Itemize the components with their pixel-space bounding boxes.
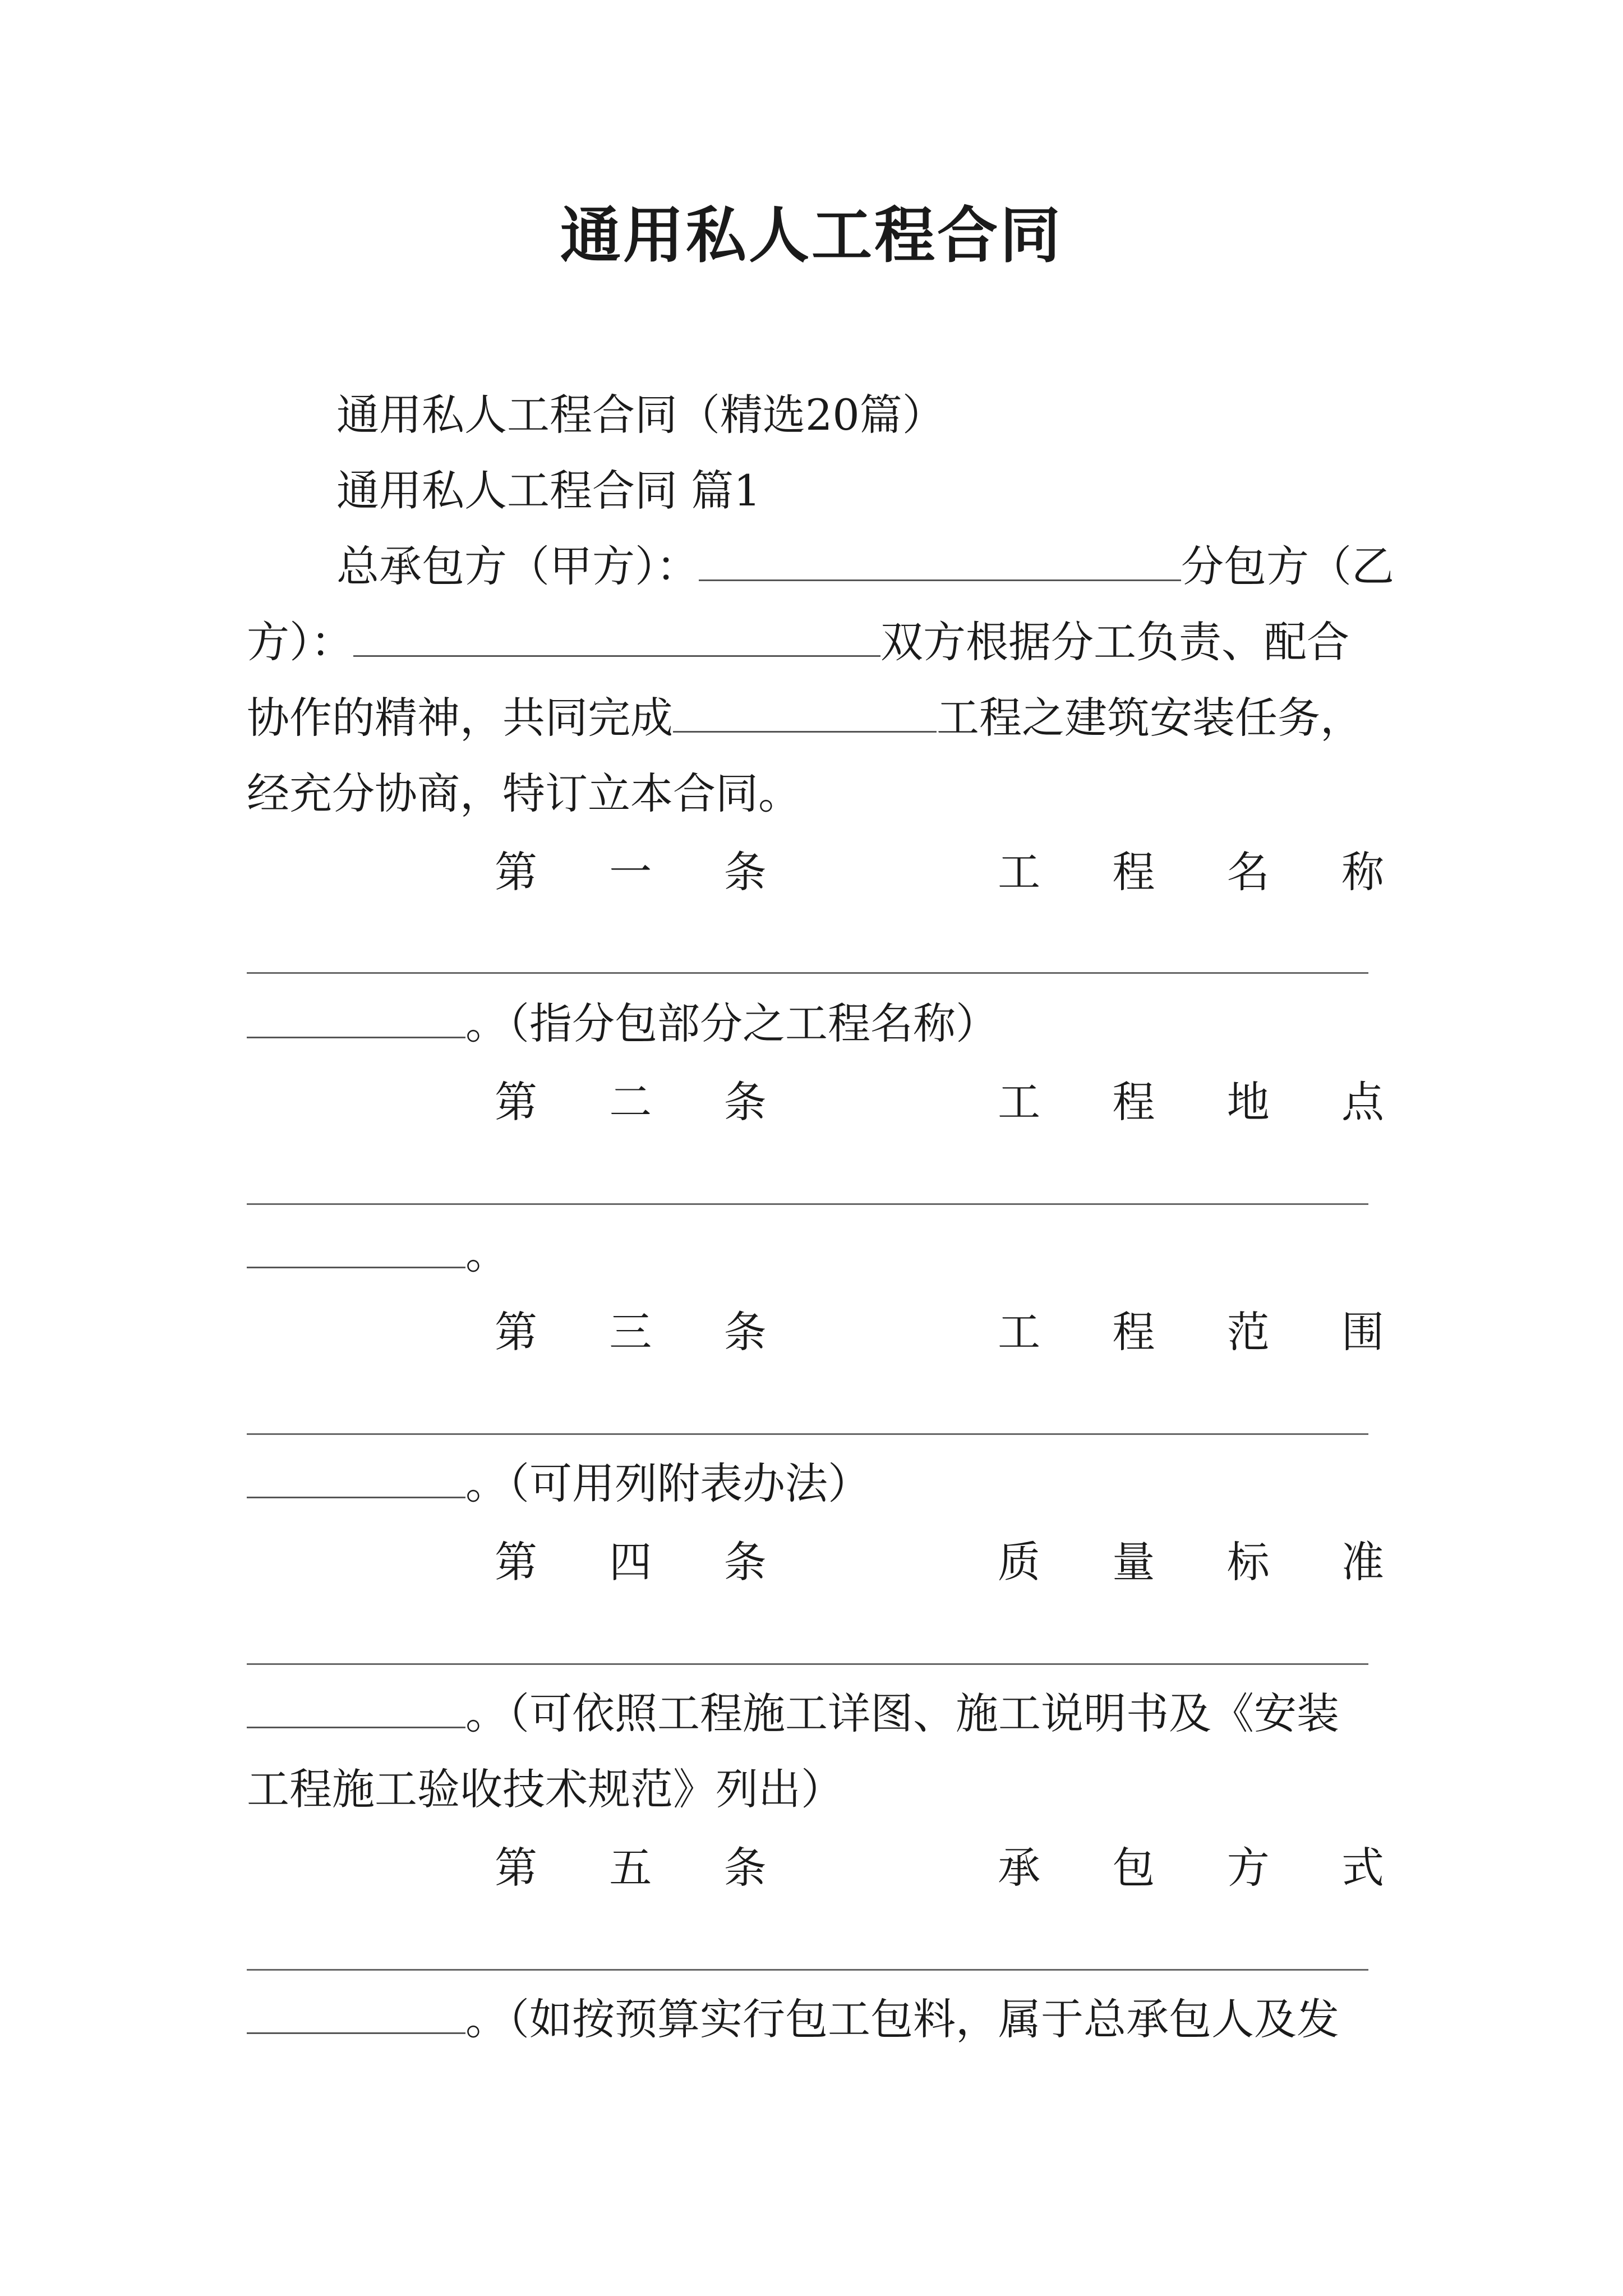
article-4-note: 。（可依照工程施工详图、施工说明书及《安装 (465, 1688, 1339, 1738)
article-char: 程 (1112, 1077, 1155, 1127)
article-4-heading (488, 1534, 1391, 1590)
article-3-detail (247, 1456, 870, 1512)
article-3-fill-line (247, 1433, 1368, 1435)
party-b-label: 分包方（乙 (1181, 541, 1394, 591)
article-char: 量 (1112, 1537, 1155, 1587)
article-1-detail (247, 996, 998, 1052)
article-gap (832, 844, 933, 900)
article-char: 三 (609, 1307, 652, 1357)
party-a-blank (699, 539, 1181, 581)
article-5-blank (247, 1992, 465, 2034)
article-char: 称 (1341, 847, 1384, 897)
article-char: 包 (1112, 1843, 1155, 1893)
article-char: 名 (1227, 847, 1270, 897)
article-1-fill-line (247, 972, 1368, 974)
article-char: 准 (1341, 1537, 1384, 1587)
article-char: 工 (998, 1307, 1041, 1357)
intro-line-2 (247, 614, 1349, 670)
article-5-detail (247, 1991, 1339, 2047)
article-3-blank (247, 1456, 465, 1498)
article-char: 第 (495, 847, 537, 897)
article-char: 承 (998, 1843, 1041, 1893)
article-char: 点 (1341, 1077, 1384, 1127)
article-char: 第 (495, 1077, 537, 1127)
article-char: 围 (1341, 1307, 1384, 1357)
article-char: 方 (1227, 1843, 1270, 1893)
article-1-note: 。（指分包部分之工程名称） (465, 999, 998, 1048)
intro-line-4: 经充分协商，特订立本合同。 (247, 769, 801, 818)
article-1-heading (488, 844, 1391, 900)
article-char: 条 (723, 1077, 767, 1127)
article-gap (832, 1534, 933, 1590)
intro-line-1 (336, 539, 1394, 595)
article-char: 第 (495, 1843, 537, 1893)
article-gap (832, 1840, 933, 1896)
article-char: 条 (723, 1307, 767, 1357)
article-2-fill-line (247, 1203, 1368, 1205)
article-3-heading (488, 1304, 1391, 1360)
article-gap (832, 1074, 933, 1130)
article-char: 质 (998, 1537, 1041, 1587)
intro-line-3 (247, 690, 1363, 746)
article-char: 第 (495, 1307, 537, 1357)
article-char: 条 (723, 847, 767, 897)
intro-text-3b: 工程之建筑安装任务， (937, 693, 1363, 743)
project-name-blank (673, 691, 937, 733)
article-gap (832, 1304, 933, 1360)
article-4-detail (247, 1686, 1339, 1742)
article-char: 二 (609, 1077, 652, 1127)
party-a-label: 总承包方（甲方）： (336, 541, 699, 591)
intro-text-2: 双方根据分工负责、配合 (880, 617, 1349, 667)
document-subtitle: 通用私人工程合同（精选20篇） (336, 390, 945, 440)
article-2-heading (488, 1074, 1391, 1130)
section-heading: 通用私人工程合同 篇1 (336, 466, 761, 516)
article-4-fill-line (247, 1663, 1368, 1665)
article-char: 程 (1112, 847, 1155, 897)
article-char: 程 (1112, 1307, 1155, 1357)
intro-text-3a: 协作的精神，共同完成 (247, 693, 673, 743)
article-5-note: 。（如按预算实行包工包料，属于总承包人及发 (465, 1994, 1339, 2044)
article-char: 五 (609, 1843, 652, 1893)
document-title: 通用私人工程合同 (560, 200, 1063, 271)
article-char: 式 (1341, 1843, 1384, 1893)
article-char: 条 (723, 1843, 767, 1893)
article-4-blank (247, 1686, 465, 1728)
article-char: 标 (1227, 1537, 1270, 1587)
article-1-blank (247, 996, 465, 1038)
article-char: 条 (723, 1537, 767, 1587)
article-char: 四 (609, 1537, 652, 1587)
article-2-note: 。 (465, 1228, 508, 1278)
article-char: 范 (1227, 1307, 1270, 1357)
article-char: 第 (495, 1537, 537, 1587)
article-4-note-cont: 工程施工验收技术规范》列出） (247, 1764, 843, 1814)
article-char: 工 (998, 847, 1041, 897)
party-b-blank (353, 615, 880, 657)
party-b-label-cont: 方）： (247, 617, 353, 667)
article-char: 一 (609, 847, 652, 897)
article-2-blank (247, 1226, 465, 1268)
article-5-heading (488, 1840, 1391, 1896)
article-char: 地 (1227, 1077, 1270, 1127)
article-5-fill-line (247, 1969, 1368, 1971)
article-3-note: 。（可用列附表办法） (465, 1458, 870, 1508)
article-2-detail (247, 1226, 508, 1282)
article-char: 工 (998, 1077, 1041, 1127)
